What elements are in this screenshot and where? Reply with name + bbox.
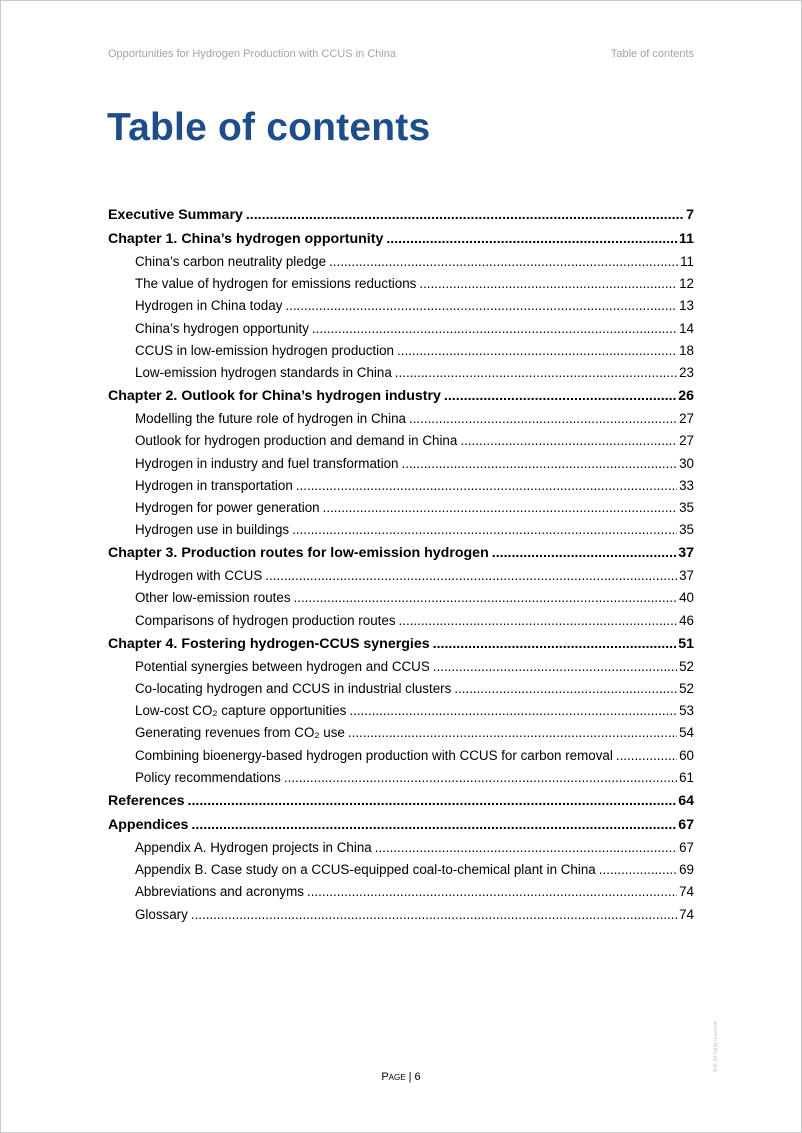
toc-dot-leader	[292, 519, 677, 541]
toc-section-entry[interactable]	[108, 519, 694, 541]
toc-section-entry[interactable]	[108, 700, 694, 722]
toc-section-entry[interactable]	[108, 722, 694, 744]
toc-dot-leader	[433, 632, 677, 656]
toc-entry-title: Modelling the future role of hydrogen in China	[135, 411, 406, 427]
toc-chapter-entry[interactable]	[108, 813, 694, 837]
toc-entry-title: Low-emission hydrogen standards in China	[135, 364, 392, 380]
toc-dot-leader	[296, 475, 677, 497]
toc-entry-page: 52	[679, 681, 694, 696]
toc-entry-page: 67	[679, 839, 694, 855]
toc-section-entry[interactable]	[108, 678, 694, 700]
rights-notice: IEA. All rights reserved.	[713, 1020, 719, 1072]
toc-dot-leader	[395, 362, 677, 384]
page-separator: |	[408, 1071, 412, 1083]
page-label: Page	[381, 1071, 406, 1083]
toc-dot-leader	[454, 678, 677, 700]
toc-entry-title: Co-locating hydrogen and CCUS in industrial clusters	[135, 681, 452, 696]
toc-section-entry[interactable]	[108, 273, 694, 295]
toc-entry-page: 27	[679, 411, 694, 427]
toc-section-entry[interactable]	[108, 318, 694, 340]
toc-entry-page: 52	[679, 658, 694, 674]
toc-dot-leader	[312, 318, 677, 340]
toc-dot-leader	[599, 859, 677, 881]
toc-entry-title: References	[108, 792, 185, 809]
toc-entry-title: Hydrogen in China today	[135, 298, 283, 314]
toc-entry-title: Combining bioenergy-based hydrogen production with CCUS for carbon removal	[135, 747, 613, 763]
toc-entry-page: 74	[679, 884, 694, 900]
toc-entry-title: China’s hydrogen opportunity	[135, 320, 309, 336]
toc-dot-leader	[375, 837, 677, 859]
toc-dot-leader	[329, 251, 678, 273]
toc-entry-page: 53	[679, 703, 694, 719]
toc-entry-page: 7	[686, 207, 694, 223]
toc-entry-page: 40	[679, 590, 694, 606]
toc-entry-page: 14	[679, 320, 694, 336]
header-section-name: Table of contents	[610, 48, 694, 60]
toc-dot-leader	[246, 203, 684, 227]
toc-section-entry[interactable]	[108, 408, 694, 430]
toc-entry-title: Chapter 2. Outlook for China’s hydrogen industry	[108, 388, 441, 405]
toc-entry-title: Low-cost CO₂ capture opportunities	[135, 703, 347, 719]
toc-dot-leader	[402, 453, 678, 475]
toc-section-entry[interactable]	[108, 565, 694, 587]
toc-entry-title: Hydrogen use in buildings	[135, 522, 290, 538]
toc-section-entry[interactable]	[108, 587, 694, 609]
header-document-title: Opportunities for Hydrogen Production with CCUS in China	[108, 48, 396, 60]
toc-section-entry[interactable]	[108, 904, 694, 926]
toc-dot-leader	[191, 904, 677, 926]
toc-section-entry[interactable]	[108, 859, 694, 881]
toc-entry-title: Chapter 3. Production routes for low-emission hydrogen	[108, 545, 489, 562]
toc-dot-leader	[444, 384, 676, 408]
toc-entry-page: 60	[679, 747, 694, 763]
page-number: 6	[414, 1071, 421, 1083]
toc-dot-leader	[419, 273, 677, 295]
toc-chapter-entry[interactable]	[108, 384, 694, 408]
toc-dot-leader	[349, 700, 677, 722]
toc-entry-page: 13	[679, 298, 694, 314]
toc-chapter-entry[interactable]	[108, 227, 694, 251]
toc-entry-title: Generating revenues from CO₂ use	[135, 725, 345, 741]
toc-entry-title: Appendix A. Hydrogen projects in China	[135, 839, 372, 855]
toc-entry-page: 69	[679, 862, 694, 878]
toc-chapter-entry[interactable]	[108, 541, 694, 565]
toc-entry-title: Appendix B. Case study on a CCUS-equipped coal-to-chemical plant in China	[135, 862, 596, 878]
toc-entry-page: 35	[679, 499, 694, 515]
toc-dot-leader	[397, 340, 677, 362]
toc-entry-title: Hydrogen in industry and fuel transformation	[135, 455, 399, 471]
toc-section-entry[interactable]	[108, 881, 694, 903]
toc-dot-leader	[616, 745, 677, 767]
toc-entry-title: Abbreviations and acronyms	[135, 884, 304, 900]
toc-entry-page: 27	[679, 433, 694, 449]
toc-entry-title: Comparisons of hydrogen production routes	[135, 612, 396, 628]
toc-dot-leader	[492, 541, 676, 565]
toc-entry-page: 33	[679, 477, 694, 493]
toc-section-entry[interactable]	[108, 295, 694, 317]
page-footer	[0, 1071, 802, 1083]
toc-section-entry[interactable]	[108, 497, 694, 519]
toc-entry-page: 11	[680, 254, 694, 269]
toc-entry-title: Hydrogen with CCUS	[135, 568, 263, 584]
toc-dot-leader	[348, 722, 677, 744]
toc-section-entry[interactable]	[108, 745, 694, 767]
toc-entry-page: 18	[679, 342, 694, 358]
toc-entry-page: 51	[678, 635, 694, 652]
toc-entry-page: 46	[679, 612, 694, 628]
toc-entry-page: 35	[679, 522, 694, 538]
toc-entry-page: 67	[678, 816, 694, 833]
toc-entry-page: 54	[679, 725, 694, 741]
page-title: Table of contents	[107, 106, 431, 149]
toc-entry-page: 61	[679, 769, 694, 785]
toc-chapter-entry[interactable]	[108, 789, 694, 813]
toc-section-entry[interactable]	[108, 453, 694, 475]
toc-section-entry[interactable]	[108, 430, 694, 452]
toc-entry-title: Policy recommendations	[135, 769, 281, 785]
toc-entry-title: Chapter 4. Fostering hydrogen-CCUS synergies	[108, 635, 430, 652]
toc-section-entry[interactable]	[108, 362, 694, 384]
toc-dot-leader	[460, 430, 677, 452]
toc-entry-title: Executive Summary	[108, 207, 243, 223]
toc-entry-page: 26	[678, 388, 694, 405]
toc-dot-leader	[265, 565, 677, 587]
toc-entry-title: Outlook for hydrogen production and demand in China	[135, 433, 458, 449]
toc-entry-title: Hydrogen in transportation	[135, 477, 293, 493]
toc-entry-title: Other low-emission routes	[135, 590, 291, 606]
toc-dot-leader	[307, 881, 677, 903]
toc-entry-page: 37	[678, 545, 694, 562]
toc-entry-title: China’s carbon neutrality pledge	[135, 254, 327, 269]
toc-entry-page: 23	[679, 364, 694, 380]
toc-entry-title: Chapter 1. China’s hydrogen opportunity	[108, 231, 384, 247]
toc-chapter-entry[interactable]	[108, 203, 694, 227]
toc-entry-page: 11	[679, 231, 694, 247]
toc-entry-title: The value of hydrogen for emissions reductions	[135, 276, 417, 292]
toc-entry-page: 37	[679, 568, 694, 584]
toc-dot-leader	[191, 813, 676, 837]
table-of-contents	[108, 203, 694, 926]
toc-entry-page: 64	[678, 792, 694, 809]
toc-section-entry[interactable]	[108, 837, 694, 859]
toc-entry-title: Appendices	[108, 816, 189, 833]
toc-entry-title: Hydrogen for power generation	[135, 499, 320, 515]
toc-dot-leader	[409, 408, 677, 430]
toc-dot-leader	[294, 587, 678, 609]
toc-dot-leader	[323, 497, 677, 519]
toc-section-entry[interactable]	[108, 656, 694, 678]
toc-dot-leader	[285, 295, 677, 317]
toc-entry-page: 30	[679, 455, 694, 471]
toc-dot-leader	[188, 789, 677, 813]
toc-entry-title: Glossary	[135, 906, 188, 922]
toc-section-entry[interactable]	[108, 340, 694, 362]
toc-entry-title: CCUS in low-emission hydrogen production	[135, 342, 395, 358]
toc-section-entry[interactable]	[108, 610, 694, 632]
toc-entry-page: 12	[679, 276, 694, 292]
toc-section-entry[interactable]	[108, 475, 694, 497]
toc-section-entry[interactable]	[108, 251, 694, 273]
toc-dot-leader	[433, 656, 677, 678]
toc-chapter-entry[interactable]	[108, 632, 694, 656]
toc-entry-page: 74	[679, 906, 694, 922]
toc-section-entry[interactable]	[108, 767, 694, 789]
toc-entry-title: Potential synergies between hydrogen and CCUS	[135, 658, 430, 674]
toc-dot-leader	[399, 610, 678, 632]
toc-dot-leader	[284, 767, 677, 789]
toc-dot-leader	[386, 227, 677, 251]
